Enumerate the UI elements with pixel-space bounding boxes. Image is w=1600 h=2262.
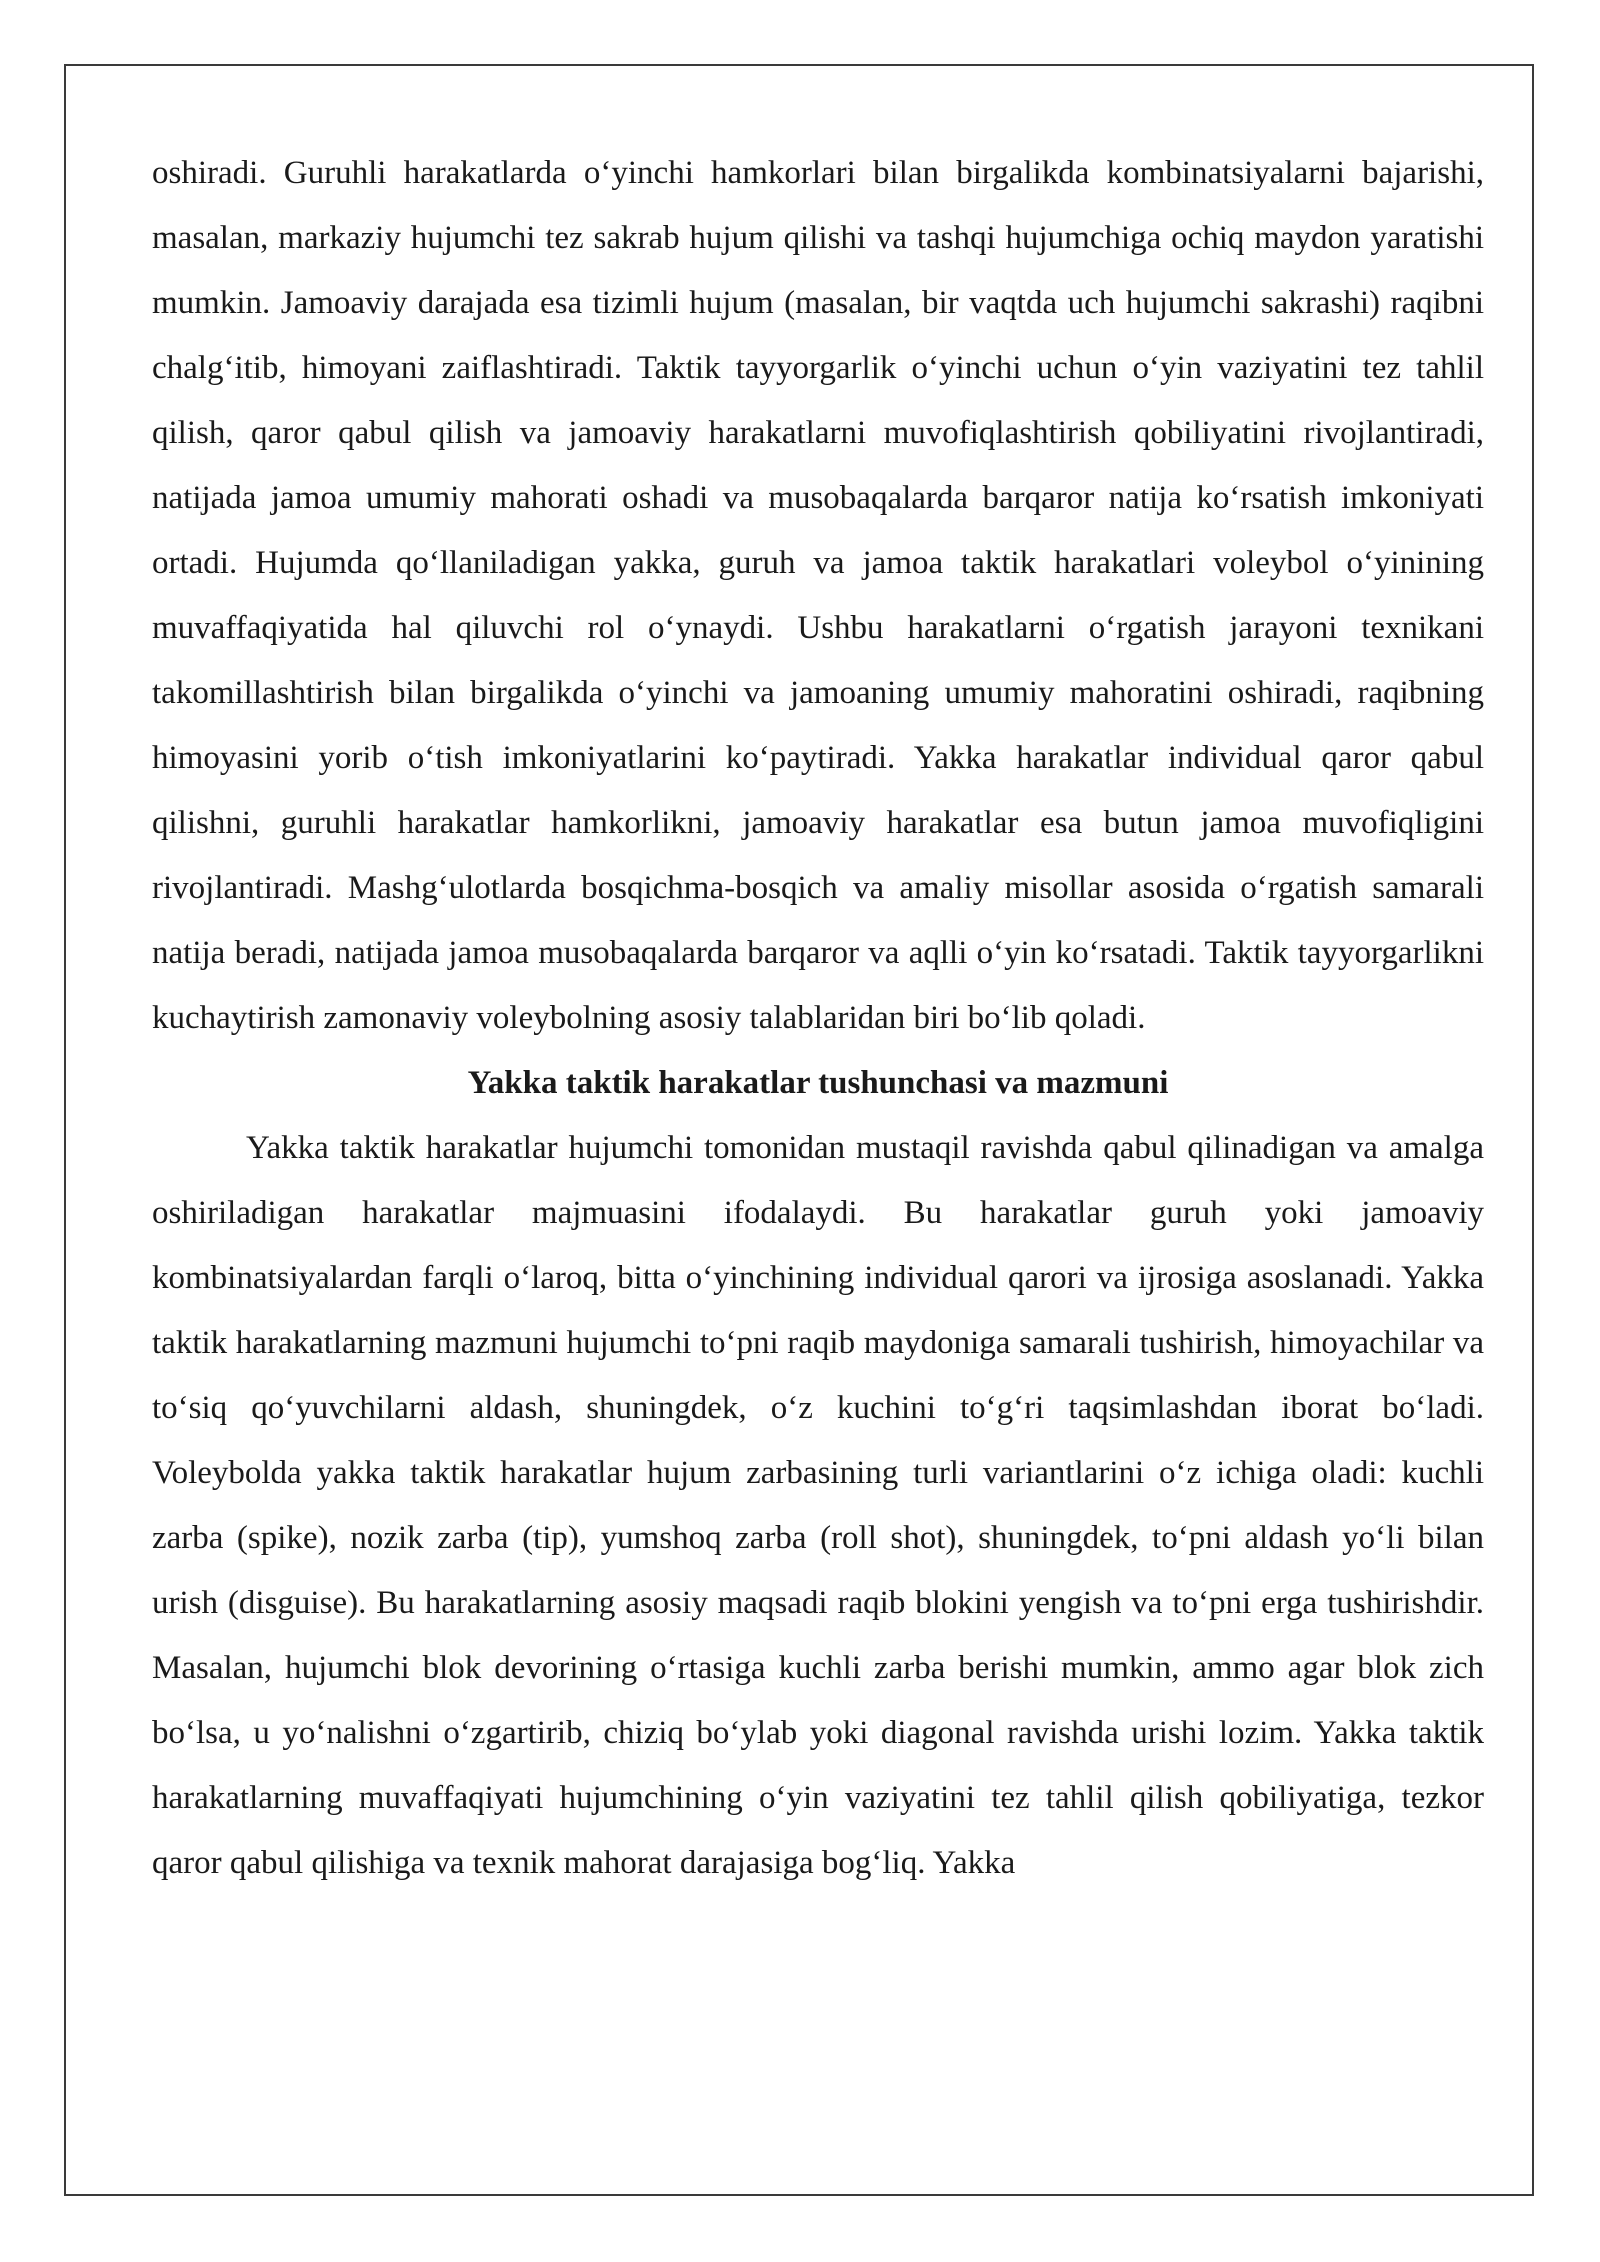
paragraph-body: Yakka taktik harakatlar hujumchi tomonidan mustaqil ravishda qabul qilinadigan va amalga oshiriladigan harakatlar majmuasini ifodalaydi. Bu harakatlar guruh yoki jamoaviy kombinatsiyalardan farqli o‘laroq, bitta o‘yinchining individual qarori va ijrosiga asoslanadi. Yakka taktik harakatlarning mazmuni hujumchi to‘pni raqib maydoniga samarali tushirish, himoyachilar va to‘siq qo‘yuvchilarni aldash, shuningdek, o‘z kuchini to‘g‘ri taqsimlashdan iborat bo‘ladi. Voleybolda yakka taktik harakatlar hujum zarbasining turli variantlarini o‘z ichiga oladi: kuchli zarba (spike), nozik zarba (tip), yumshoq zarba (roll shot), shuningdek, to‘pni aldash yo‘li bilan urish (disguise). Bu harakatlarning asosiy maqsadi raqib blokini yengish va to‘pni erga tushirishdir. Masalan, hujumchi blok devorining o‘rtasiga kuchli zarba berishi mumkin, ammo agar blok zich bo‘lsa, u yo‘nalishni o‘zgartirib, chiziq bo‘ylab yoki diagonal ravishda urishi lozim. Yakka taktik harakatlarning muvaffaqiyati hujumchining o‘yin vaziyatini tez tahlil qilish qobiliyatiga, tezkor qaror qabul qilishiga va texnik mahorat darajasiga bog‘liq. Yakka: [152, 1130, 1484, 1881]
paragraph-continuation: oshiradi. Guruhli harakatlarda o‘yinchi hamkorlari bilan birgalikda kombinatsiyalarni bajarishi, masalan, markaziy hujumchi tez sakrab hujum qilishi va tashqi hujumchiga ochiq maydon yaratishi mumkin. Jamoaviy darajada esa tizimli hujum (masalan, bir vaqtda uch hujumchi sakrashi) raqibni chalg‘itib, himoyani zaiflashtiradi. Taktik tayyorgarlik o‘yinchi uchun o‘yin vaziyatini tez tahlil qilish, qaror qabul qilish va jamoaviy harakatlarni muvofiqlashtirish qobiliyatini rivojlantiradi, natijada jamoa umumiy mahorati oshadi va musobaqalarda barqaror natija ko‘rsatish imkoniyati ortadi. Hujumda qo‘llaniladigan yakka, guruh va jamoa taktik harakatlari voleybol o‘yinining muvaffaqiyatida hal qiluvchi rol o‘ynaydi. Ushbu harakatlarni o‘rgatish jarayoni texnikani takomillashtirish bilan birgalikda o‘yinchi va jamoaning umumiy mahoratini oshiradi, raqibning himoyasini yorib o‘tish imkoniyatlarini ko‘paytiradi. Yakka harakatlar individual qaror qabul qilishni, guruhli harakatlar hamkorlikni, jamoaviy harakatlar esa butun jamoa muvofiqligini rivojlantiradi. Mashg‘ulotlarda bosqichma-bosqich va amaliy misollar asosida o‘rgatish samarali natija beradi, natijada jamoa musobaqalarda barqaror va aqlli o‘yin ko‘rsatadi. Taktik tayyorgarlikni kuchaytirish zamonaviy voleybolning asosiy talablaridan biri bo‘lib qoladi.: [152, 155, 1484, 1036]
section-heading: Yakka taktik harakatlar tushunchasi va mazmuni: [467, 1065, 1169, 1101]
document-body: [152, 141, 1484, 1896]
